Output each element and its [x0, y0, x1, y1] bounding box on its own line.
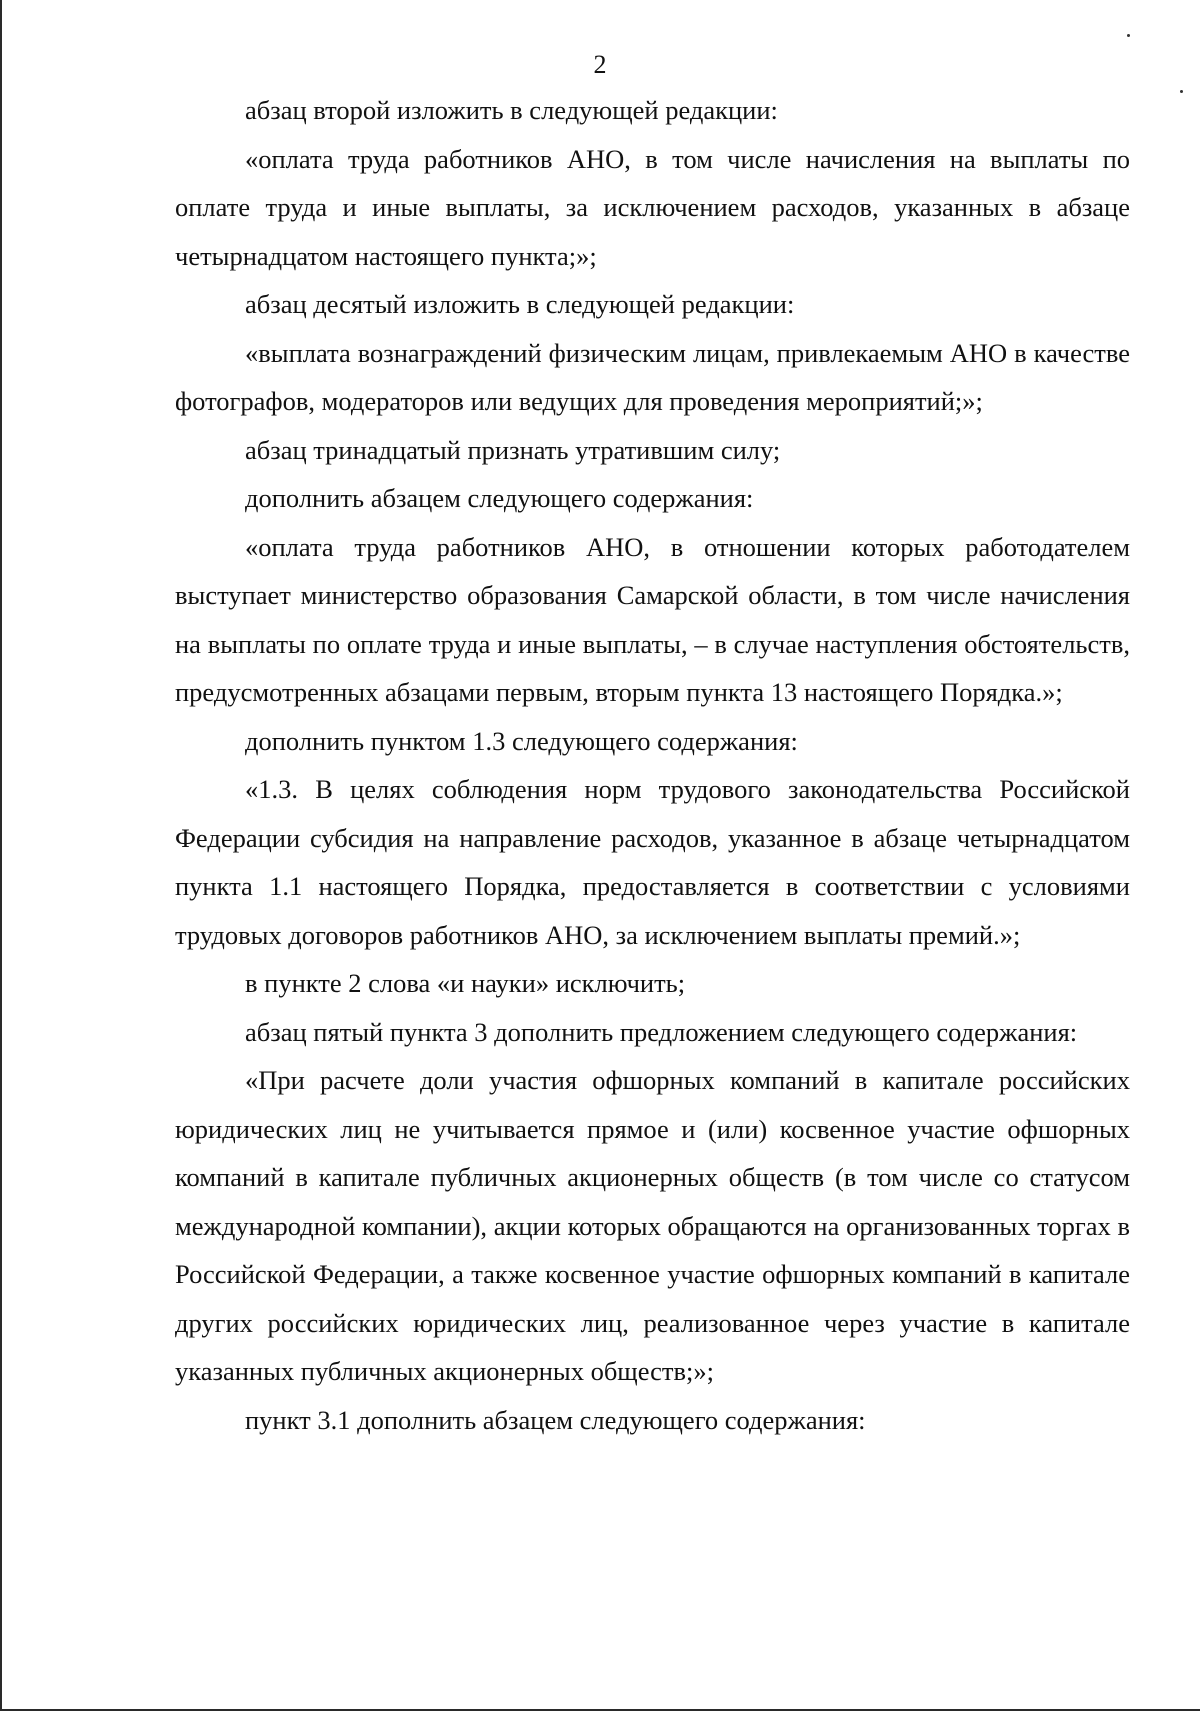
paragraph: «оплата труда работников АНО, в отношении которых работодателем выступает министерство образования Самарской области, в том числе начисления на выплаты по оплате труда и иные выплаты, – в случае наступления обстоятельств, предусмотренных абзацами первым, вторым пункта 13 настоящего Порядка.»;: [175, 531, 1130, 707]
paragraph: пункт 3.1 дополнить абзацем следующего содержания:: [245, 1404, 866, 1435]
paragraph: «При расчете доли участия офшорных компаний в капитале российских юридических лиц не учитывается прямое и (или) косвенное участие офшорных компаний в капитале публичных акционерных обществ (в том числе со статусом международной компании), акции которых обращаются на организованных торгах в Российской Федерации, а также косвенное участие офшорных компаний в капитале других российских юридических лиц, реализованное через участие в капитале указанных публичных акционерных обществ;»;: [175, 1065, 1130, 1386]
paragraph: «выплата вознаграждений физическим лицам, привлекаемым АНО в качестве фотографов, модераторов или ведущих для проведения мероприятий;»;: [175, 337, 1130, 416]
paragraph: «оплата труда работников АНО, в том числе начисления на выплаты по оплате труда и иные выплаты, за исключением расходов, указанных в абзаце четырнадцатом настоящего пункта;»;: [175, 143, 1130, 271]
page-number: 2: [593, 50, 607, 79]
paragraph: абзац второй изложить в следующей редакции:: [245, 95, 778, 125]
paragraph: в пункте 2 слова «и науки» исключить;: [245, 968, 686, 998]
scan-speck: [1127, 34, 1130, 37]
scan-left-edge: [0, 0, 2, 1711]
document-body: [175, 86, 1130, 1444]
paragraph: «1.3. В целях соблюдения норм трудового законодательства Российской Федерации субсидия на направление расходов, указанное в абзаце четырнадцатом пункта 1.1 настоящего Порядка, предоставляется в соответствии с условиями трудовых договоров работников АНО, за исключением выплаты премий.»;: [175, 774, 1130, 950]
scan-speck: [1180, 90, 1183, 93]
paragraph: дополнить пунктом 1.3 следующего содержания:: [245, 725, 798, 756]
paragraph: абзац десятый изложить в следующей редакции:: [245, 289, 795, 319]
paragraph: абзац пятый пункта 3 дополнить предложением следующего содержания:: [245, 1016, 1078, 1047]
paragraph: абзац тринадцатый признать утратившим силу;: [245, 434, 781, 465]
paragraph: дополнить абзацем следующего содержания:: [245, 483, 754, 513]
